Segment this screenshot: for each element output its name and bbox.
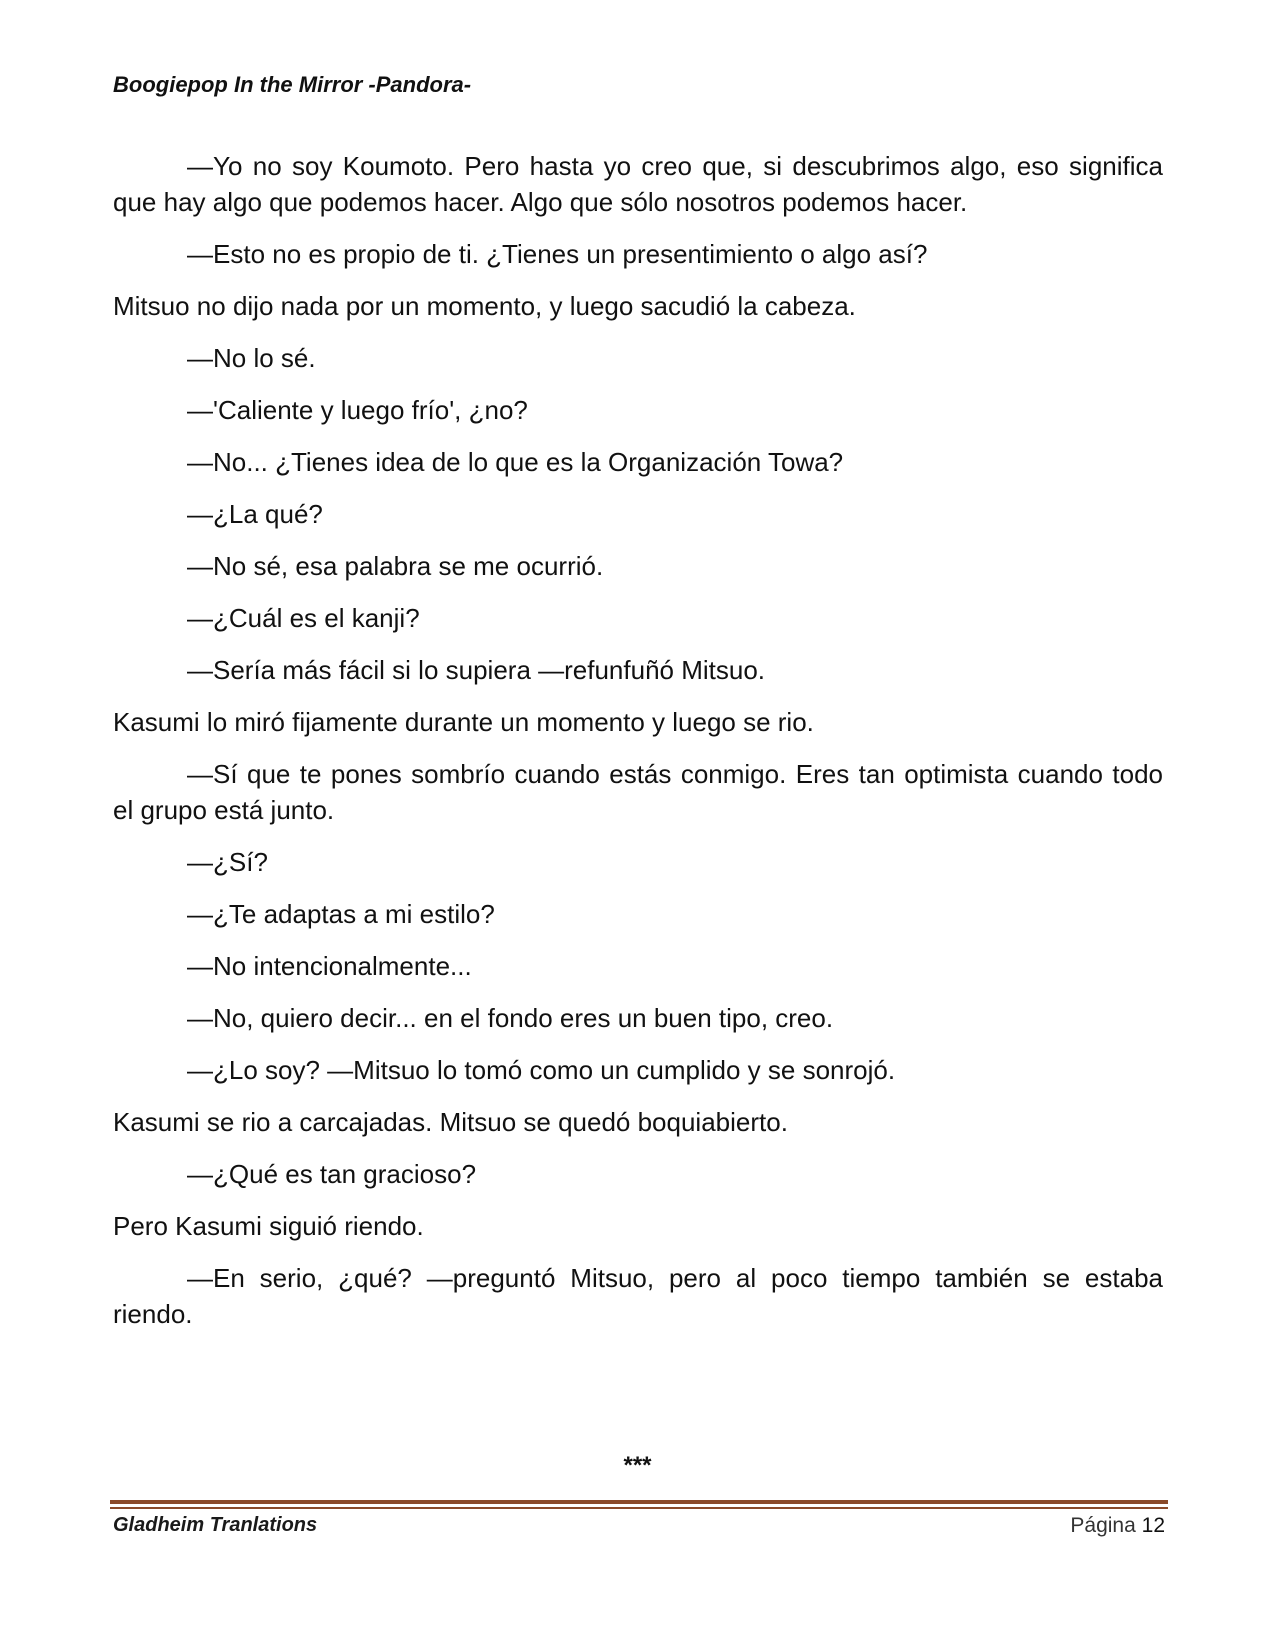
paragraph: —En serio, ¿qué? —preguntó Mitsuo, pero al poco tiempo también se estaba riendo. xyxy=(113,1263,1163,1329)
running-header-title: Boogiepop In the Mirror -Pandora- xyxy=(113,72,472,97)
paragraph: —Yo no soy Koumoto. Pero hasta yo creo que, si descubrimos algo, eso significa que hay algo que podemos hacer. Algo que sólo nosotros podemos hacer. xyxy=(113,151,1163,217)
paragraph: —¿Lo soy? —Mitsuo lo tomó como un cumplido y se sonrojó. xyxy=(187,1055,896,1085)
paragraph: —¿Sí? xyxy=(187,847,268,877)
paragraph: —'Caliente y luego frío', ¿no? xyxy=(187,395,528,425)
paragraph: Kasumi lo miró fijamente durante un momento y luego se rio. xyxy=(113,707,814,737)
paragraph: —No... ¿Tienes idea de lo que es la Organización Towa? xyxy=(187,447,844,477)
paragraph: —No intencionalmente... xyxy=(187,951,472,981)
paragraph: —¿La qué? xyxy=(187,499,323,529)
page-number: 12 xyxy=(1141,1514,1165,1537)
paragraph: —No sé, esa palabra se me ocurrió. xyxy=(187,551,604,581)
paragraph: —No lo sé. xyxy=(187,343,316,373)
footer-translator-credit: Gladheim Tranlations xyxy=(113,1514,318,1536)
paragraph: —Sí que te pones sombrío cuando estás conmigo. Eres tan optimista cuando todo el grupo está junto. xyxy=(113,759,1163,825)
footer-rule-thin xyxy=(110,1507,1168,1509)
paragraph: —Sería más fácil si lo supiera —refunfuñó Mitsuo. xyxy=(187,655,766,685)
paragraph: —Esto no es propio de ti. ¿Tienes un presentimiento o algo así? xyxy=(187,239,928,269)
paragraph: Pero Kasumi siguió riendo. xyxy=(113,1211,424,1241)
footer-rule-thick xyxy=(110,1500,1168,1504)
paragraph: —¿Qué es tan gracioso? xyxy=(187,1159,477,1189)
scene-separator: *** xyxy=(623,1452,652,1479)
page-label: Página xyxy=(1070,1514,1136,1537)
paragraph: —No, quiero decir... en el fondo eres un buen tipo, creo. xyxy=(187,1003,834,1033)
paragraph: Kasumi se rio a carcajadas. Mitsuo se quedó boquiabierto. xyxy=(113,1107,788,1137)
paragraph: —¿Te adaptas a mi estilo? xyxy=(187,899,495,929)
paragraph: —¿Cuál es el kanji? xyxy=(187,603,420,633)
body-text xyxy=(113,148,1163,1348)
footer-page-number xyxy=(1070,1514,1165,1538)
paragraph: Mitsuo no dijo nada por un momento, y luego sacudió la cabeza. xyxy=(113,291,856,321)
